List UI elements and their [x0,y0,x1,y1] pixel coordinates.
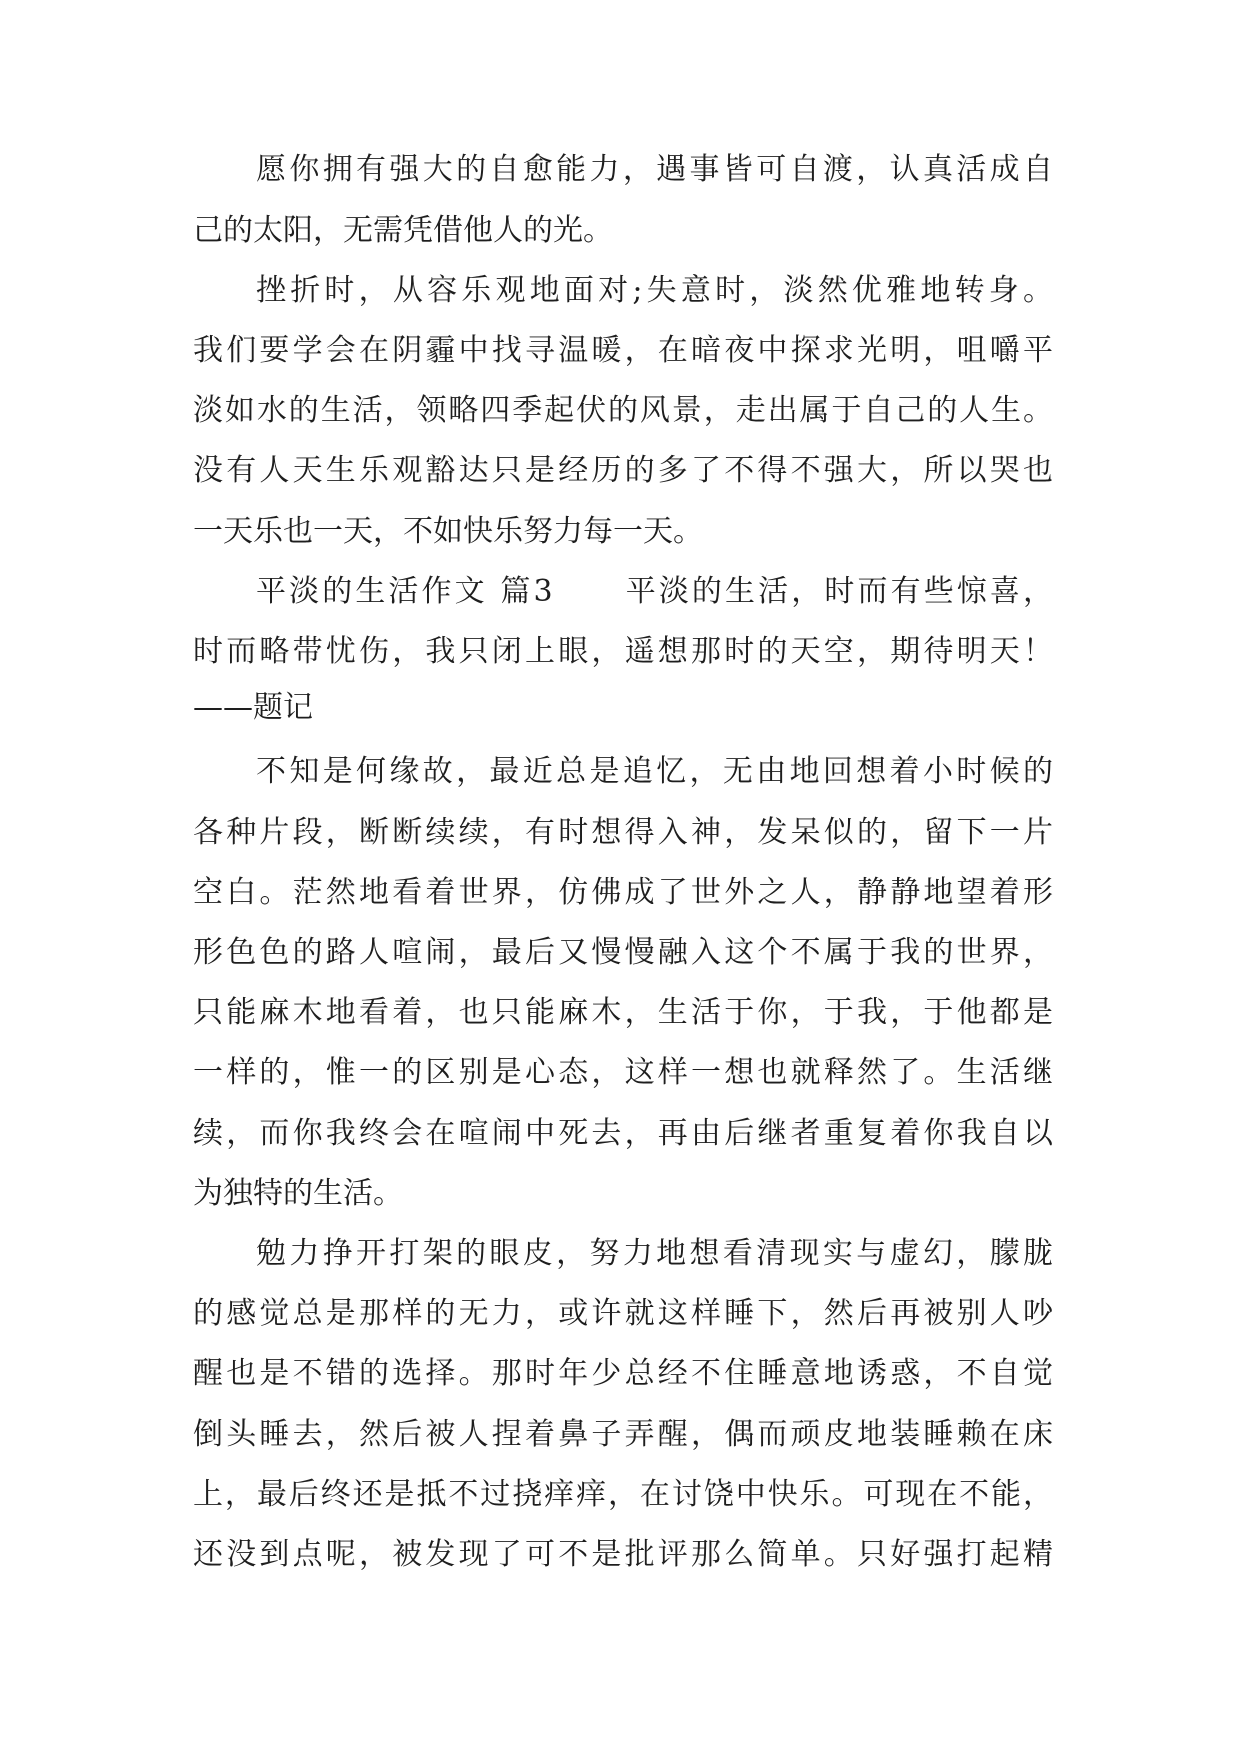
text-line: 为独特的生活。 [193,1176,403,1211]
text-line: 空白。茫然地看着世界，仿佛成了世外之人，静静地望着形 [193,875,1053,910]
text-span: 平淡的生活，时而有些惊喜， [622,574,1054,609]
text-line: 挫折时，从容乐观地面对;失意时，淡然优雅地转身。 [256,273,1053,308]
text-line: 上，最后终还是抵不过挠痒痒，在讨饶中快乐。可现在不能， [193,1477,1053,1512]
text-line: 不知是何缘故，最近总是追忆，无由地回想着小时候的 [256,754,1053,789]
text-line: 只能麻木地看着，也只能麻木，生活于你，于我，于他都是 [193,995,1053,1030]
text-line: 醒也是不错的选择。那时年少总经不住睡意地诱惑，不自觉 [193,1356,1053,1391]
text-line: 续，而你我终会在喧闹中死去，再由后继者重复着你我自以 [193,1116,1053,1151]
section-heading: 平淡的生活作文 篇3 [256,574,553,609]
text-line: 勉力挣开打架的眼皮，努力地想看清现实与虚幻，朦胧 [256,1236,1053,1271]
text-line: 淡如水的生活，领略四季起伏的风景，走出属于自己的人生。 [193,393,1053,428]
text-line: 形色色的路人喧闹，最后又慢慢融入这个不属于我的世界， [193,935,1053,970]
text-line: 的感觉总是那样的无力，或许就这样睡下，然后再被别人吵 [193,1296,1053,1331]
text-line: 我们要学会在阴霾中找寻温暖，在暗夜中探求光明，咀嚼平 [193,333,1053,368]
text-line: 各种片段，断断续续，有时想得入神，发呆似的，留下一片 [193,815,1053,850]
text-line: 倒头睡去，然后被人捏着鼻子弄醒，偶而顽皮地装睡赖在床 [193,1417,1053,1452]
text-line [256,572,1053,612]
text-line: 没有人天生乐观豁达只是经历的多了不得不强大，所以哭也 [193,453,1053,488]
text-line: 还没到点呢，被发现了可不是批评那么简单。只好强打起精 [193,1537,1053,1572]
text-line: 愿你拥有强大的自愈能力，遇事皆可自渡，认真活成自 [256,152,1053,187]
text-line: 一天乐也一天，不如快乐努力每一天。 [193,514,703,549]
text-line: 己的太阳，无需凭借他人的光。 [193,213,613,248]
epigraph-attribution: ——题记 [193,690,313,725]
text-line: 一样的，惟一的区别是心态，这样一想也就释然了。生活继 [193,1055,1053,1090]
text-line: 时而略带忧伤，我只闭上眼，遥想那时的天空，期待明天！ [193,634,1053,669]
